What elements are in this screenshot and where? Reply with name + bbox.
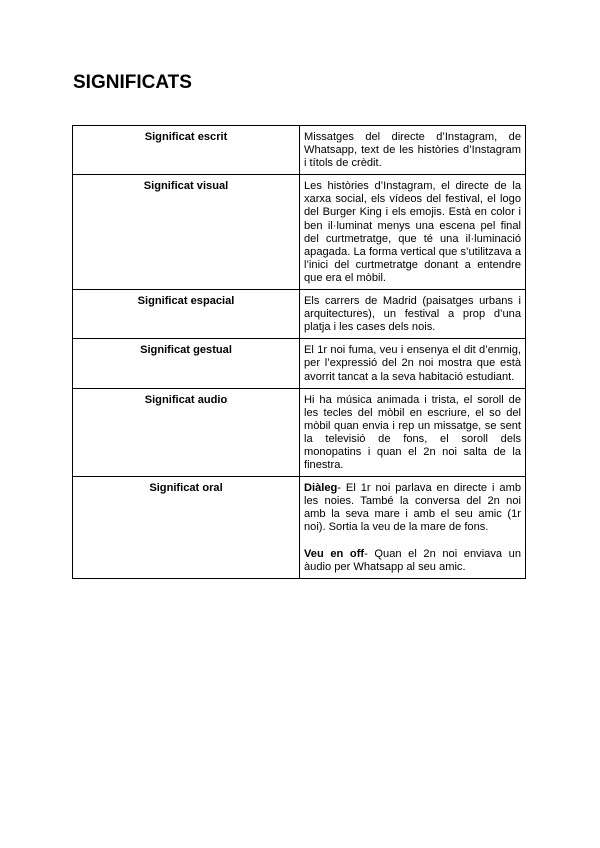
row-description: Les històries d’Instagram, el directe de la xarxa social, els vídeos del festival, el logo del Burger King i els emojis. Està en color i ben il·luminat menys una escena pel final del curtmetratge, que té una il·luminació apagada. La forma vertical que s’utilitzava a l’inici del curtmetratge donant a entendre que era el mòbil.: [300, 175, 526, 290]
significats-table: [72, 125, 526, 579]
voiceover-paragraph: [304, 548, 521, 574]
row-label: Significat espacial: [73, 290, 300, 339]
row-label: Significat audio: [73, 388, 300, 477]
table-row: [73, 339, 526, 388]
row-description: [300, 477, 526, 579]
voiceover-lead: Veu en off: [304, 547, 365, 560]
table-row: [73, 290, 526, 339]
page-title: SIGNIFICATS: [73, 72, 192, 93]
row-description: El 1r noi fuma, veu i ensenya el dit d’enmig, per l’expressió del 2n noi mostra que està avorrit tancat a la seva habitació estudiant.: [300, 339, 526, 388]
table-row: [73, 477, 526, 579]
table-row: [73, 126, 526, 175]
dialogue-lead: Diàleg: [304, 482, 338, 495]
voiceover-text: - Quan el 2n noi enviava un àudio per Whatsapp al seu amic.: [304, 547, 521, 573]
row-description: Hi ha música animada i trista, el soroll de les tecles del mòbil en escriure, el so del mòbil quan envia i rep un missatge, se sent la televisió de fons, el soroll dels monopatins i quan el 2n noi salta de la finestra.: [300, 388, 526, 477]
row-description: Els carrers de Madrid (paisatges urbans i arquitectures), un festival a prop d’una platja i les cases dels nois.: [300, 290, 526, 339]
row-label: Significat escrit: [73, 126, 300, 175]
row-label: Significat gestual: [73, 339, 300, 388]
dialogue-paragraph: [304, 482, 521, 534]
row-label: Significat oral: [73, 477, 300, 579]
row-label: Significat visual: [73, 175, 300, 290]
dialogue-text: - El 1r noi parlava en directe i amb les noies. També la conversa del 2n noi amb la seva mare i amb el seu amic (1r noi). Sortia la veu de la mare de fons.: [304, 482, 521, 534]
table-row: [73, 388, 526, 477]
row-description: Missatges del directe d’Instagram, de Whatsapp, text de les històries d’Instagram i títols de crèdit.: [300, 126, 526, 175]
table-row: [73, 175, 526, 290]
